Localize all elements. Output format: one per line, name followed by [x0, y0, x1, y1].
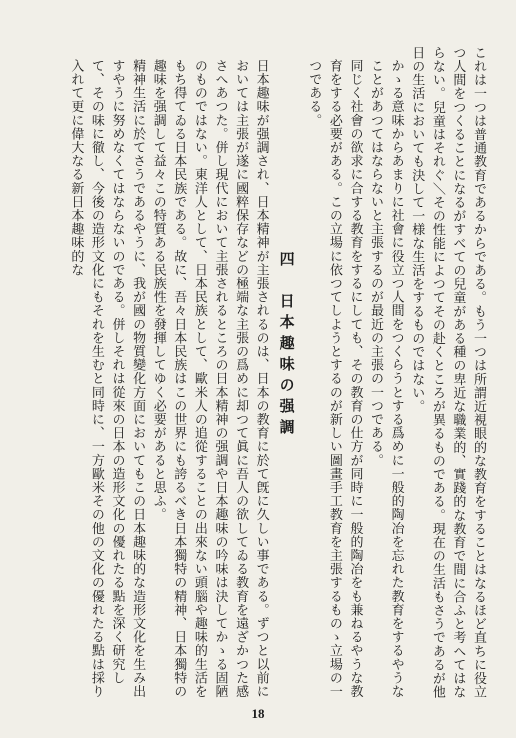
- vertical-body-text: [26, 46, 488, 706]
- paragraph: 日本趣味が强調され、日本精神が主張されるのは、日本の教育に於て旣に久しい事である。ずつと以前においては主張が遂に國粹保存などの極端な主張の爲めに却つて眞に吾人の欲してゐる教育を遠ざかつた感さへあつた。併し現代において主張されるところの日本精神の强調や日本趣味の吟味は決してかゝる固陋のものではない。東洋人として、日本民族として、歐米人の追從することの出來ない頭腦や趣味的生活をもち得てゐる日本民族である。故に、吾々日本民族はこの世界にも誇るべき日本獨特の精神、日本獨特の趣味を强調して益々この特質ある民族性を發揮してゆく必要があると思ふ。: [150, 59, 269, 699]
- section-heading: 四 日本趣味の强調: [277, 251, 296, 440]
- paragraph: かゝる意味からあまりに社會に役立つ人間をつくらうとする爲めに一般的陶冶を忘れた教育をするやうなことがあつてはならないと主張するのが最近の主張の一つである。: [368, 59, 404, 699]
- paragraph: 精神生活に於てさうであるやうに、我が國の物質變化方面においてもこの日本趣味的な造形文化を生み出すやうに努めなくてはならないのである。併しそれは從來の日本の造形文化の優れたる點を深く研究して、その味に徹し、今後の造形文化にもそれを生むと同時に、一方歐米その他の文化の優れたる點は採り入れて更に偉大なる新日本趣味的な: [68, 59, 146, 699]
- page-number: 18: [251, 706, 265, 721]
- paragraph: 同じく社會の欲求に合する教育をするにしても、その教育の仕方が同時に一般的陶冶をも兼ねるやうな教育をする必要がある。この立場に依つてしようとするのが新しい圖畫手工教育を主張するものゝ立場の一つである。: [306, 59, 363, 699]
- paragraph: これは一つは普通教育であるからである。もう一つは所謂近視眼的な教育をすることはなるほど直ちに役立つ人間をつくることになるがすべての兒童がある種の卑近な職業的、實踐的な教育で間に合ふと考へてはならない。兒童はそれぐ＼その性能によつてその赴くところが異るものである。現在の生活もさうであるが他日の生活においても決して一様な生活をするものではない。: [409, 46, 486, 699]
